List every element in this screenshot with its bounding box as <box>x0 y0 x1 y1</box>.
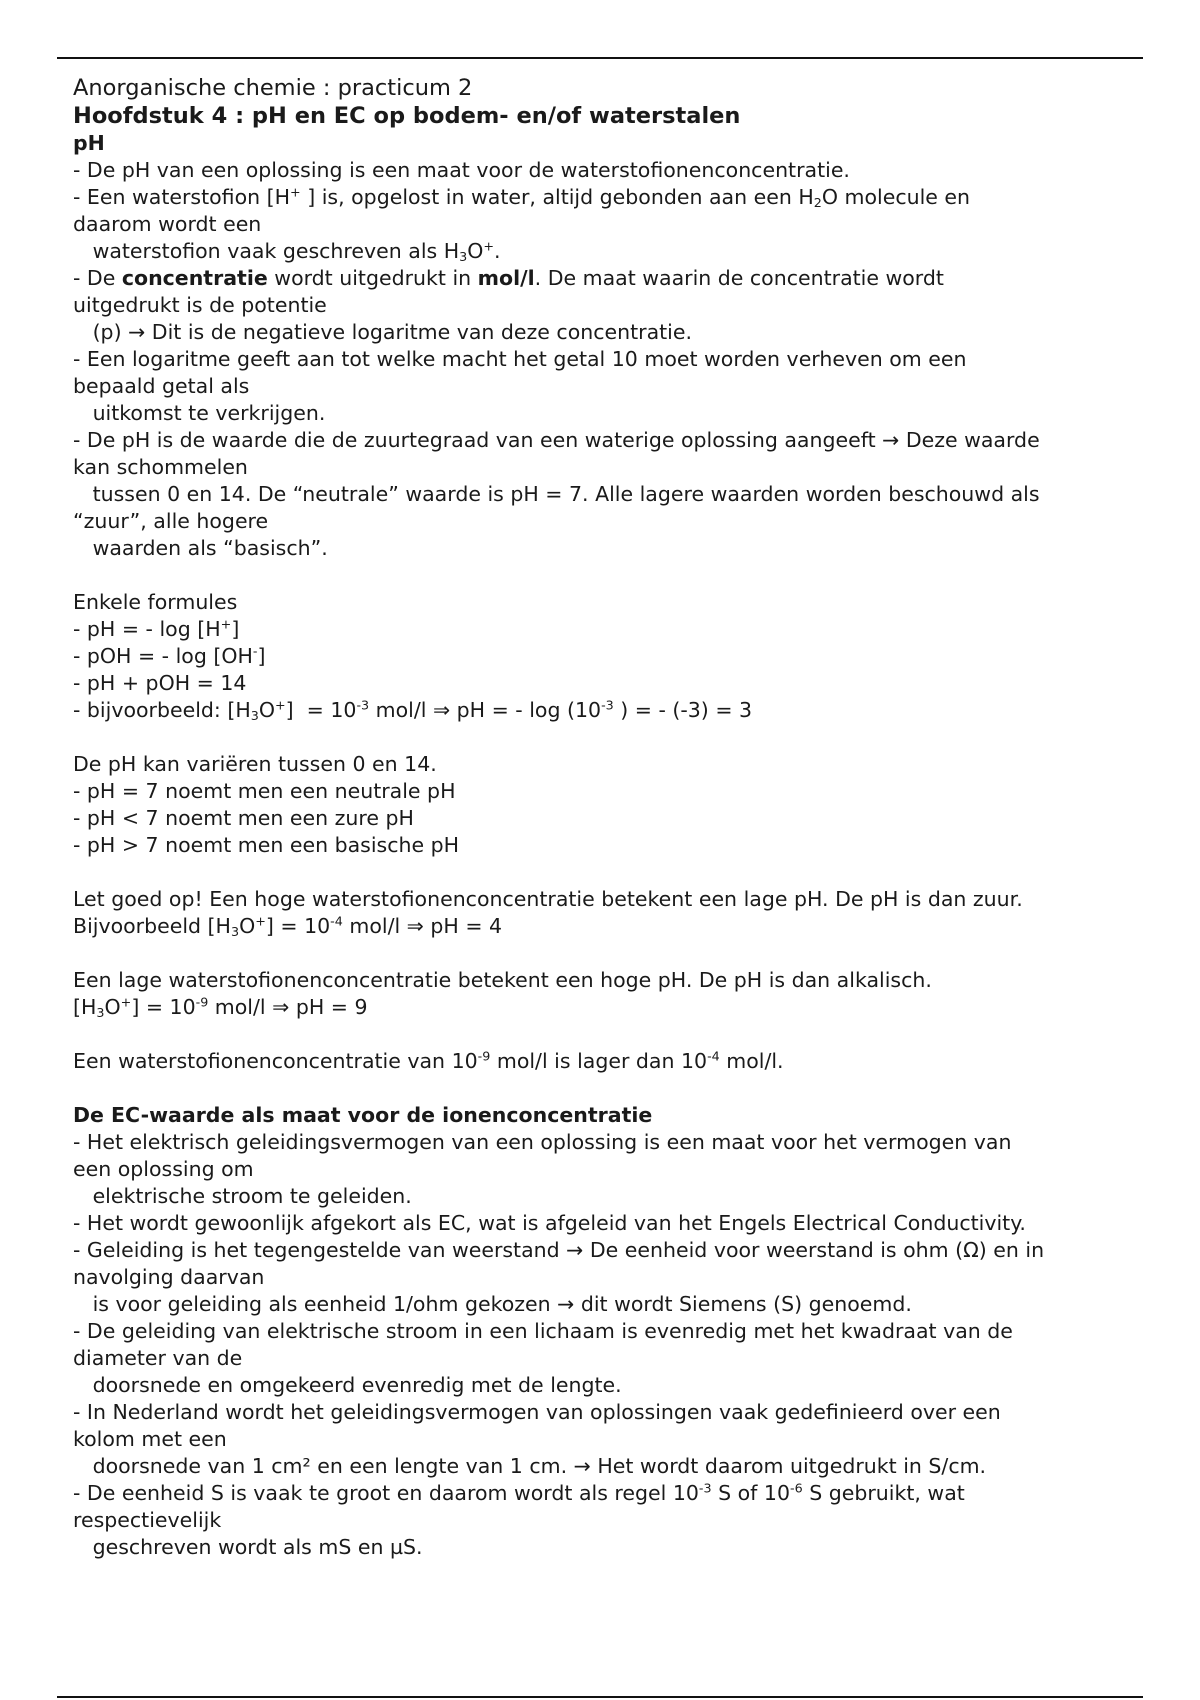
ph-paragraph-1: - De pH van een oplossing is een maat voor de waterstofionenconcentratie. <box>73 158 850 182</box>
ec-paragraph-5: - In Nederland wordt het geleidingsvermogen van oplossingen vaak gedefinieerd over een <box>73 1400 1001 1424</box>
ec-paragraph-2: - Het wordt gewoonlijk afgekort als EC, wat is afgeleid van het Engels Electrical Conductivity. <box>73 1211 1026 1235</box>
ec-heading: De EC-waarde als maat voor de ionenconcentratie <box>73 1103 653 1127</box>
ph-paragraph-5-cont4: waarden als “basisch”. <box>73 536 328 560</box>
ec-paragraph-4-cont: diameter van de <box>73 1346 243 1370</box>
ph-paragraph-2-cont: daarom wordt een <box>73 212 262 236</box>
note-low-concentration: Een lage waterstofionenconcentratie betekent een hoge pH. De pH is dan alkalisch. <box>73 968 932 992</box>
spacer <box>73 940 1133 967</box>
chapter-title: Hoofdstuk 4 : pH en EC op bodem- en/of waterstalen <box>73 103 741 129</box>
ec-paragraph-3: - Geleiding is het tegengestelde van weerstand → De eenheid voor weerstand is ohm (Ω) en in <box>73 1238 1045 1262</box>
note-high-concentration: Let goed op! Een hoge waterstofionenconcentratie betekent een lage pH. De pH is dan zuur. <box>73 887 1023 911</box>
ec-paragraph-4-cont2: doorsnede en omgekeerd evenredig met de lengte. <box>73 1373 622 1397</box>
ph-paragraph-5-cont2: tussen 0 en 14. De “neutrale” waarde is pH = 7. Alle lagere waarden worden beschouwd als <box>73 482 1040 506</box>
range-acid: - pH < 7 noemt men een zure pH <box>73 806 414 830</box>
ec-paragraph-3-cont2: is voor geleiding als eenheid 1/ohm gekozen → dit wordt Siemens (S) genoemd. <box>73 1292 912 1316</box>
ec-paragraph-1-cont: een oplossing om <box>73 1157 254 1181</box>
formula-poh: - pOH = - log [OH-] <box>73 643 266 668</box>
formula-sum: - pH + pOH = 14 <box>73 671 247 695</box>
ph-paragraph-3: - De concentratie wordt uitgedrukt in mol/l. De maat waarin de concentratie wordt <box>73 266 944 290</box>
ph-heading: pH <box>73 131 105 155</box>
ph-paragraph-2-cont2: waterstofion vaak geschreven als $H_3O^+$. <box>73 238 501 265</box>
ph-paragraph-5-cont: kan schommelen <box>73 455 248 479</box>
range-neutral: - pH = 7 noemt men een neutrale pH <box>73 779 456 803</box>
spacer <box>73 1021 1133 1048</box>
ec-paragraph-1-cont2: elektrische stroom te geleiden. <box>73 1184 412 1208</box>
spacer <box>73 562 1133 589</box>
ph-paragraph-3-cont: uitgedrukt is de potentie <box>73 293 327 317</box>
formula-ph: - pH = - log [H+] <box>73 616 240 641</box>
ec-paragraph-5-cont2: doorsnede van 1 cm² en een lengte van 1 cm. → Het wordt daarom uitgedrukt in S/cm. <box>73 1454 987 1478</box>
ph-paragraph-5-cont3: “zuur”, alle hogere <box>73 509 269 533</box>
note-comparison: Een waterstofionenconcentratie van $10^{-9}$ mol/l is lager dan $10^{-4}$ mol/l. <box>73 1048 784 1073</box>
bottom-rule <box>57 1696 1143 1698</box>
spacer <box>73 1075 1133 1102</box>
ec-paragraph-5-cont: kolom met een <box>73 1427 227 1451</box>
spacer <box>73 859 1133 886</box>
course-title: Anorganische chemie : practicum 2 <box>73 75 473 101</box>
range-intro: De pH kan variëren tussen 0 en 14. <box>73 752 437 776</box>
ph-paragraph-3-cont2: (p) → Dit is de negatieve logaritme van deze concentratie. <box>73 320 692 344</box>
ec-paragraph-3-cont: navolging daarvan <box>73 1265 265 1289</box>
ph-paragraph-5: - De pH is de waarde die de zuurtegraad van een waterige oplossing aangeeft → Deze waarde <box>73 428 1040 452</box>
ec-paragraph-6: - De eenheid S is vaak te groot en daarom wordt als regel $10^{-3}$ S of $10^{-6}$ S gebruikt, wat <box>73 1480 965 1505</box>
spacer <box>73 724 1133 751</box>
ec-paragraph-1: - Het elektrisch geleidingsvermogen van een oplossing is een maat voor het vermogen van <box>73 1130 1012 1154</box>
ph-paragraph-4: - Een logaritme geeft aan tot welke macht het getal 10 moet worden verheven om een <box>73 347 967 371</box>
formula-example: - bijvoorbeeld: $[H_3O^+] = 10^{-3}$ mol/l ⇒ pH = - $\log (10^{-3}$ ) = - (-3) = 3 <box>73 697 753 724</box>
note-example-ph4: Bijvoorbeeld $[H_3O^+] = 10^{-4}$ mol/l ⇒ pH = 4 <box>73 913 503 940</box>
top-rule <box>57 57 1143 59</box>
note-example-ph9: $[H_3O^+] = 10^{-9}$ mol/l ⇒ pH = 9 <box>73 994 368 1021</box>
ph-paragraph-4-cont: bepaald getal als <box>73 374 250 398</box>
range-basic: - pH > 7 noemt men een basische pH <box>73 833 460 857</box>
ec-paragraph-4: - De geleiding van elektrische stroom in een lichaam is evenredig met het kwadraat van de <box>73 1319 1013 1343</box>
ec-paragraph-6-cont2: geschreven wordt als mS en µS. <box>73 1535 423 1559</box>
formulas-heading: Enkele formules <box>73 590 238 614</box>
ec-paragraph-6-cont: respectievelijk <box>73 1508 222 1532</box>
ph-paragraph-2: - Een waterstofion [H+ ] is, opgelost in water, altijd gebonden aan een $H_2O$ molecule en <box>73 184 971 211</box>
ph-paragraph-4-cont2: uitkomst te verkrijgen. <box>73 401 326 425</box>
document-body <box>73 74 1133 1561</box>
